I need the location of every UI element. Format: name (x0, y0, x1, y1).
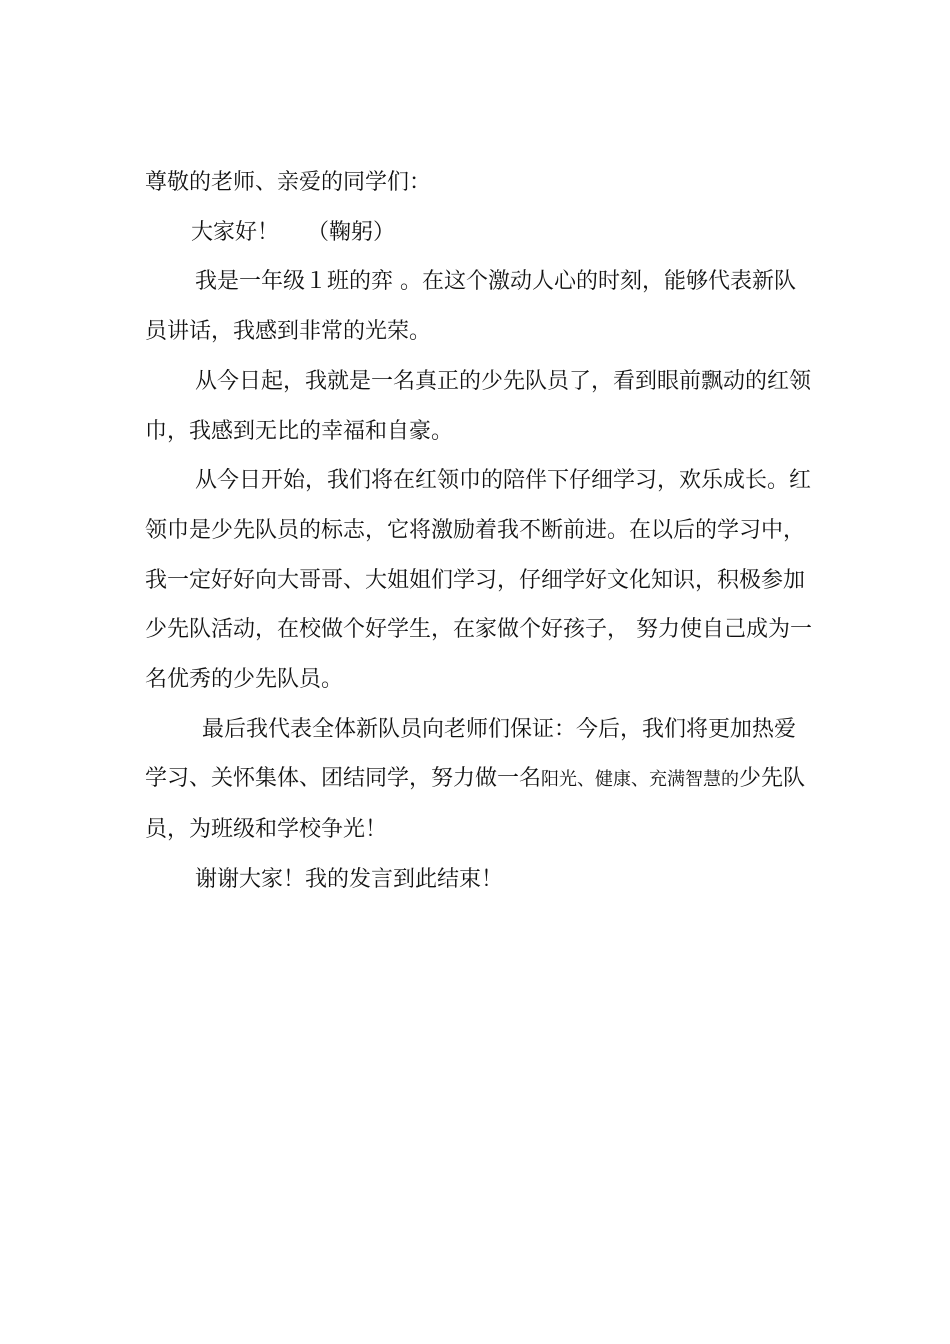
greeting-line (145, 208, 815, 258)
greeting: 大家好！ (191, 219, 280, 245)
paragraph-growth: 从今日开始，我们将在红领巾的陪伴下仔细学习，欢乐成长。红领巾是少先队员的标志，它将激励着我不断前进。在以后的学习中，我一定好好向大哥哥、大姐姐们学习，仔细学好文化知识，积极参加少先队活动，在校做个好学生，在家做个好孩子， 努力使自己成为一名优秀的少先队员。 (145, 468, 812, 693)
speech-text (145, 158, 815, 905)
paragraph-intro: 我是一年级１班的弈 。在这个激动人心的时刻，能够代表新队员讲话，我感到非常的光荣。 (145, 269, 796, 345)
salutation: 尊敬的老师、亲爱的同学们： (145, 170, 432, 195)
promise-text-part1: 最后我代表全体新队员向老师们保证：今后，我们将更加热爱学习、关怀集体、团结同学，努力做一名 (145, 716, 797, 792)
promise-text-small: 阳光、健康、充满智慧的 (541, 769, 740, 791)
paragraph-today: 从今日起，我就是一名真正的少先队员了，看到眼前飘动的红领巾，我感到无比的幸福和自豪。 (145, 368, 812, 444)
paragraph-closing: 谢谢大家！我的发言到此结束！ (195, 866, 504, 892)
paragraph-promise (145, 705, 815, 855)
promise-text-part2: 少先队员，为班级和学校争光！ (145, 766, 806, 843)
greeting-note: （鞠躬） (307, 219, 396, 245)
